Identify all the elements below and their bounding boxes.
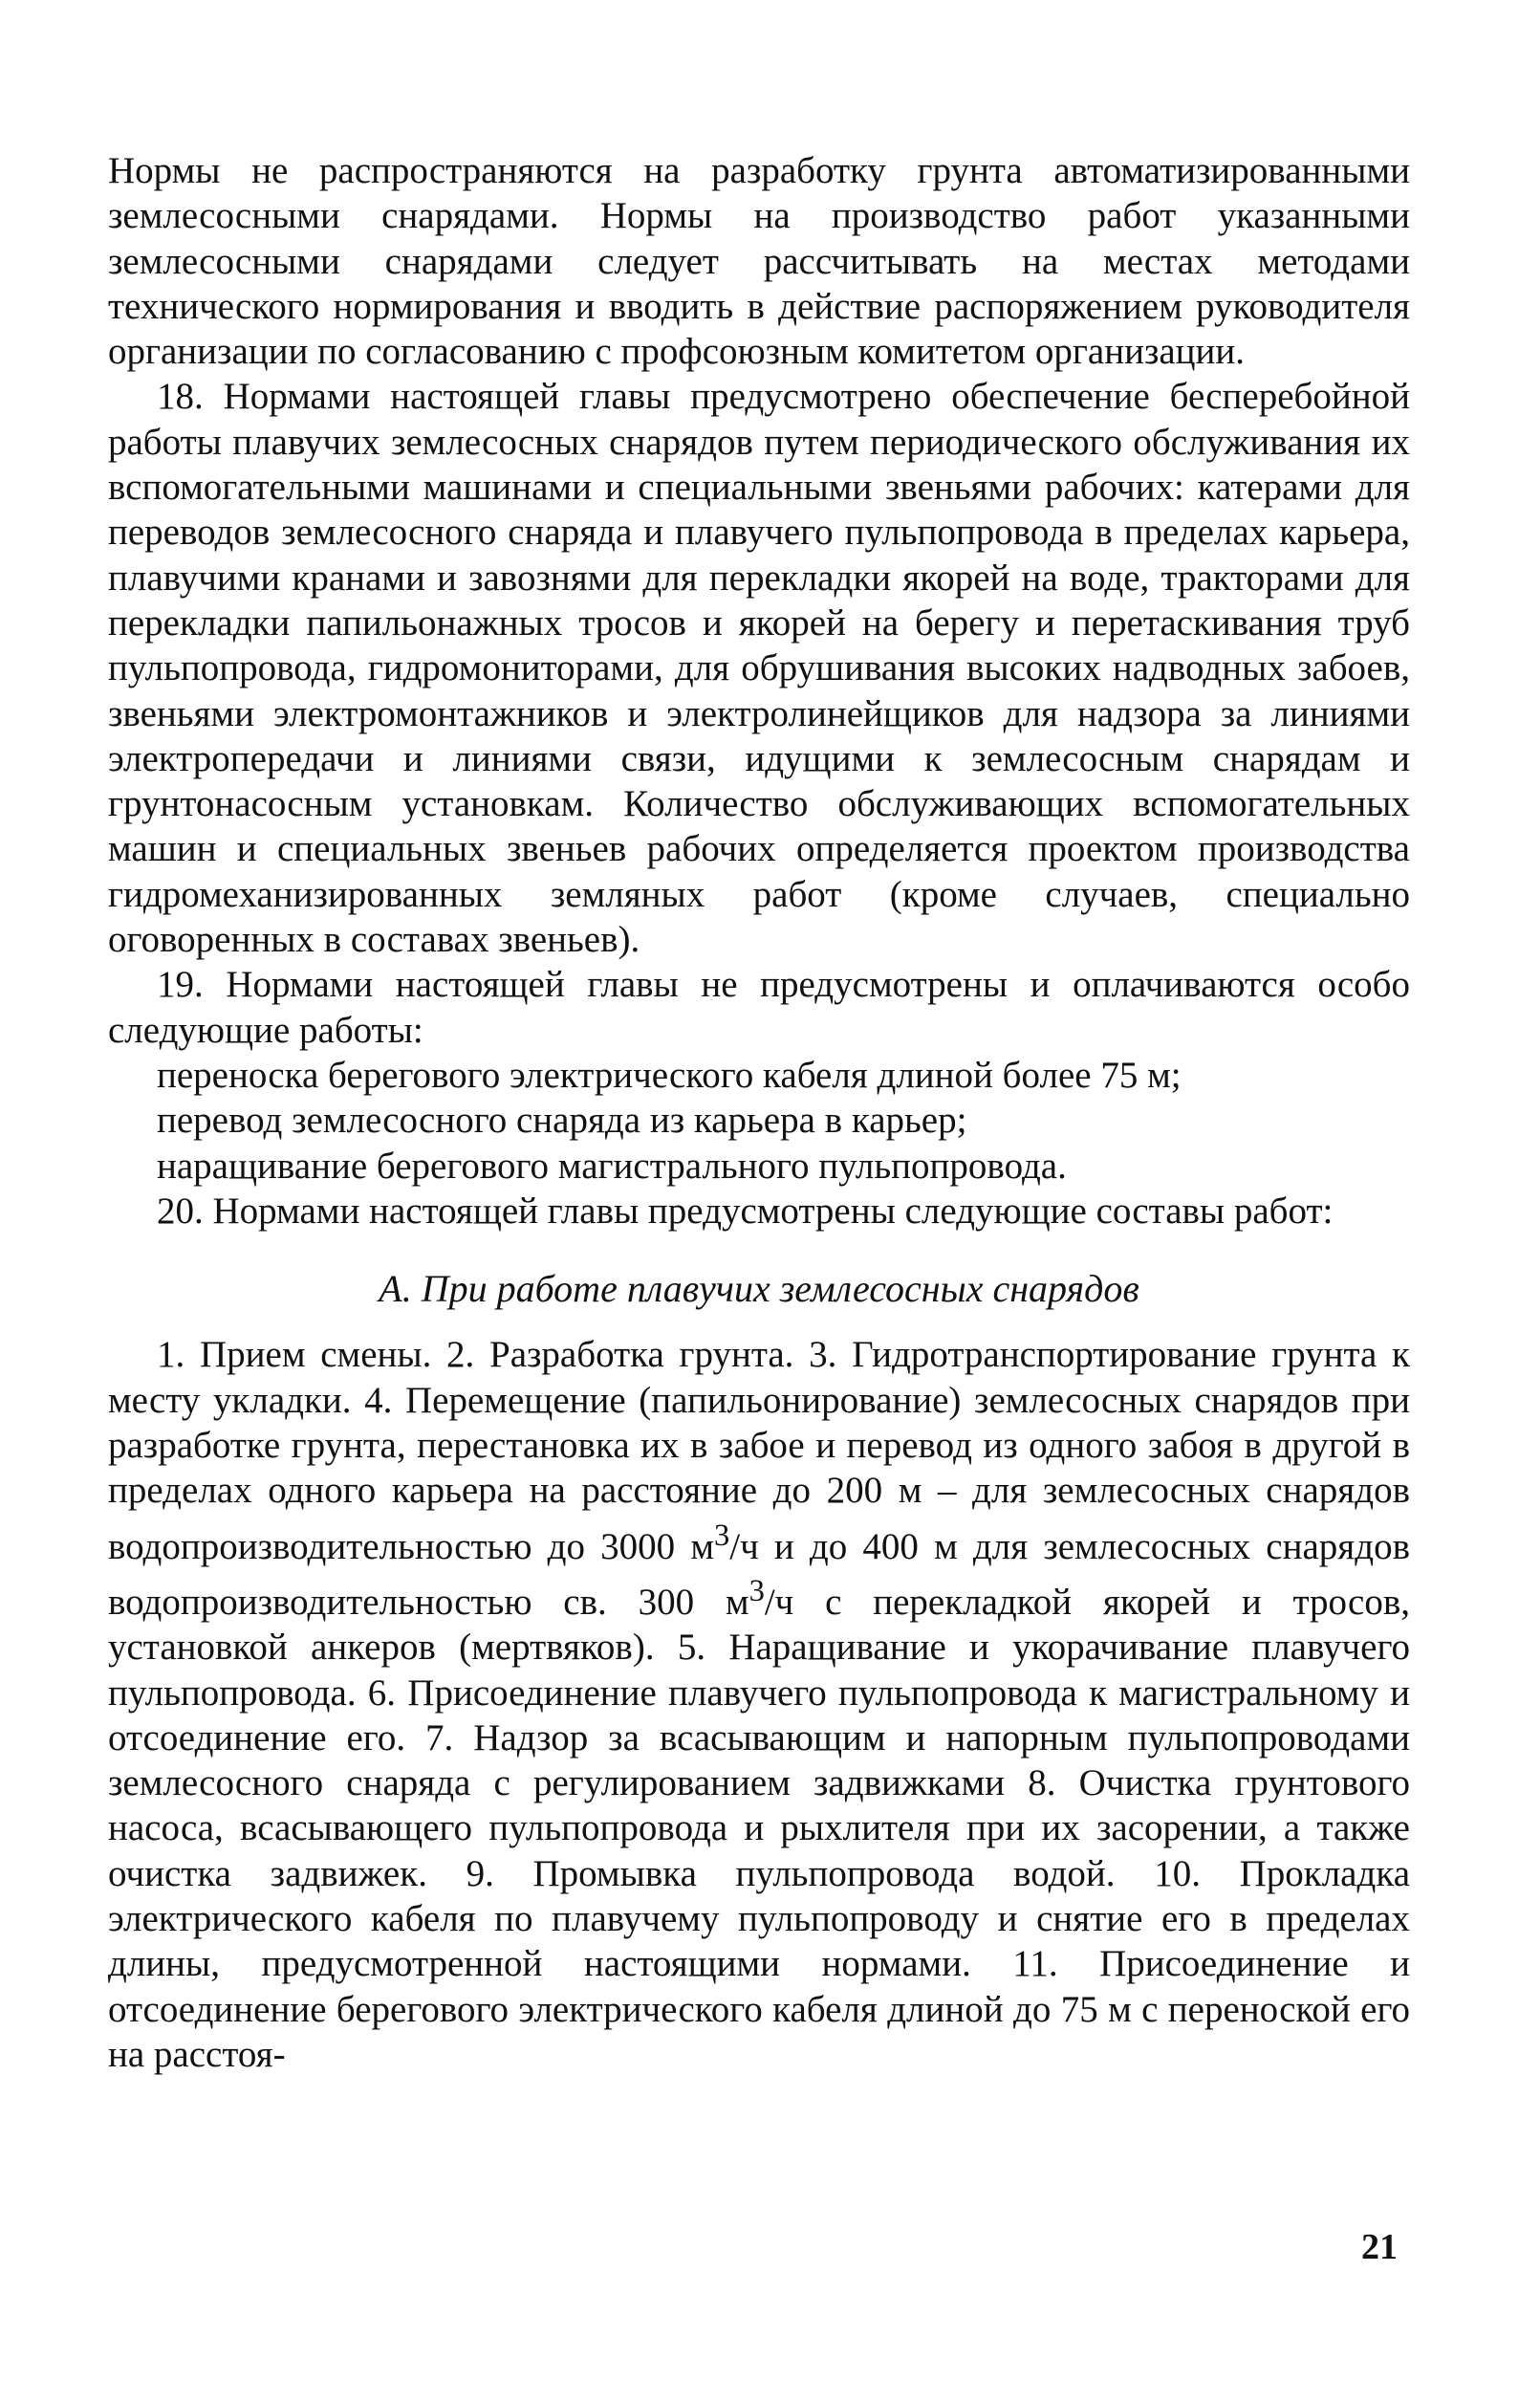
list-item: переноска берегового электрического кабеля длиной более 75 м; [157, 1054, 1182, 1096]
paragraph-19: 19. Нормами настоящей главы не предусмотрены и оплачиваются особо следующие работы: [108, 964, 1410, 1051]
page-number: 21 [1361, 2227, 1398, 2267]
list-item: наращивание берегового магистрального пульпопровода. [157, 1145, 1067, 1187]
section-a-body [108, 1332, 1410, 2077]
body-text [108, 148, 1410, 2077]
section-a-text-part-3: /ч с перекладкой якорей и тросов, установкой анкеров (мертвяков). 5. Наращивание и укорачивание плавучего пульпопровода. 6. Присоединение плавучего пульпопровода к магистральному и отсоединение его. 7. Надзор за всасывающим и напорным пульпопроводами землесосного снаряда с регулированием задвижками 8. Очистка грунтового насоса, всасывающего пульпопровода и рыхлителя при их засорении, а также очистка задвижек. 9. Промывка пульпопровода водой. 10. Прокладка электрического кабеля по плавучему пульпопроводу и снятие его в пределах длины, предусмотренной настоящими нормами. 11. Присоединение и отсоединение берегового электрического кабеля длиной до 75 м с переноской его на расстоя- [108, 1581, 1410, 2075]
section-a-text-part-2: /ч и до 400 м для землесосных снарядов водопроизводительностью св. 300 м [108, 1525, 1410, 1623]
section-a-text-part-1: 1. Прием смены. 2. Разработка грунта. 3. Гидротранспортирование грунта к месту укладки. 4. Перемещение (папильонирование) землесосных снарядов при разработке грунта, перестановка их в забое и перевод из одного забоя в другой в пределах одного карьера на расстояние до 200 м – для землесосных снарядов водопроизводительностью до 3000 м [108, 1334, 1410, 1567]
superscript-cubed: 3 [748, 1573, 765, 1608]
list-item: перевод землесосного снаряда из карьера в карьер; [157, 1100, 967, 1142]
paragraph-18: 18. Нормами настоящей главы предусмотрено обеспечение бесперебойной работы плавучих землесосных снарядов путем периодического обслуживания их вспомогательными машинами и специальными звеньями рабочих: катерами для переводов землесосного снаряда и плавучего пульпопровода в пределах карьера, плавучими кранами и завознями для перекладки якорей на воде, тракторами для перекладки папильонажных тросов и якорей на берегу и перетаскивания труб пульпопровода, гидромониторами, для обрушивания высоких надводных забоев, звеньями электромонтажников и электролинейщиков для надзора за линиями электропередачи и линиями связи, идущими к землесосным снарядам и грунтонасосным установкам. Количество обслуживающих вспомогательных машин и специальных звеньев рабочих определяется проектом производства гидромеханизированных земляных работ (кроме случаев, специально оговоренных в составах звеньев). [108, 376, 1410, 961]
superscript-cubed: 3 [714, 1518, 730, 1553]
paragraph-20: 20. Нормами настоящей главы предусмотрены следующие составы работ: [157, 1190, 1334, 1232]
paragraph-norms-intro: Нормы не распространяются на разработку грунта автоматизированными землесосными снарядами. Нормы на производство работ указанными землесосными снарядами следует рассчитывать на местах методами технического нормирования и вводить в действие распоряжением руководителя организации по согласованию с профсоюзным комитетом организации. [108, 150, 1410, 373]
section-heading: А. При работе плавучих землесосных снарядов [379, 1267, 1139, 1311]
